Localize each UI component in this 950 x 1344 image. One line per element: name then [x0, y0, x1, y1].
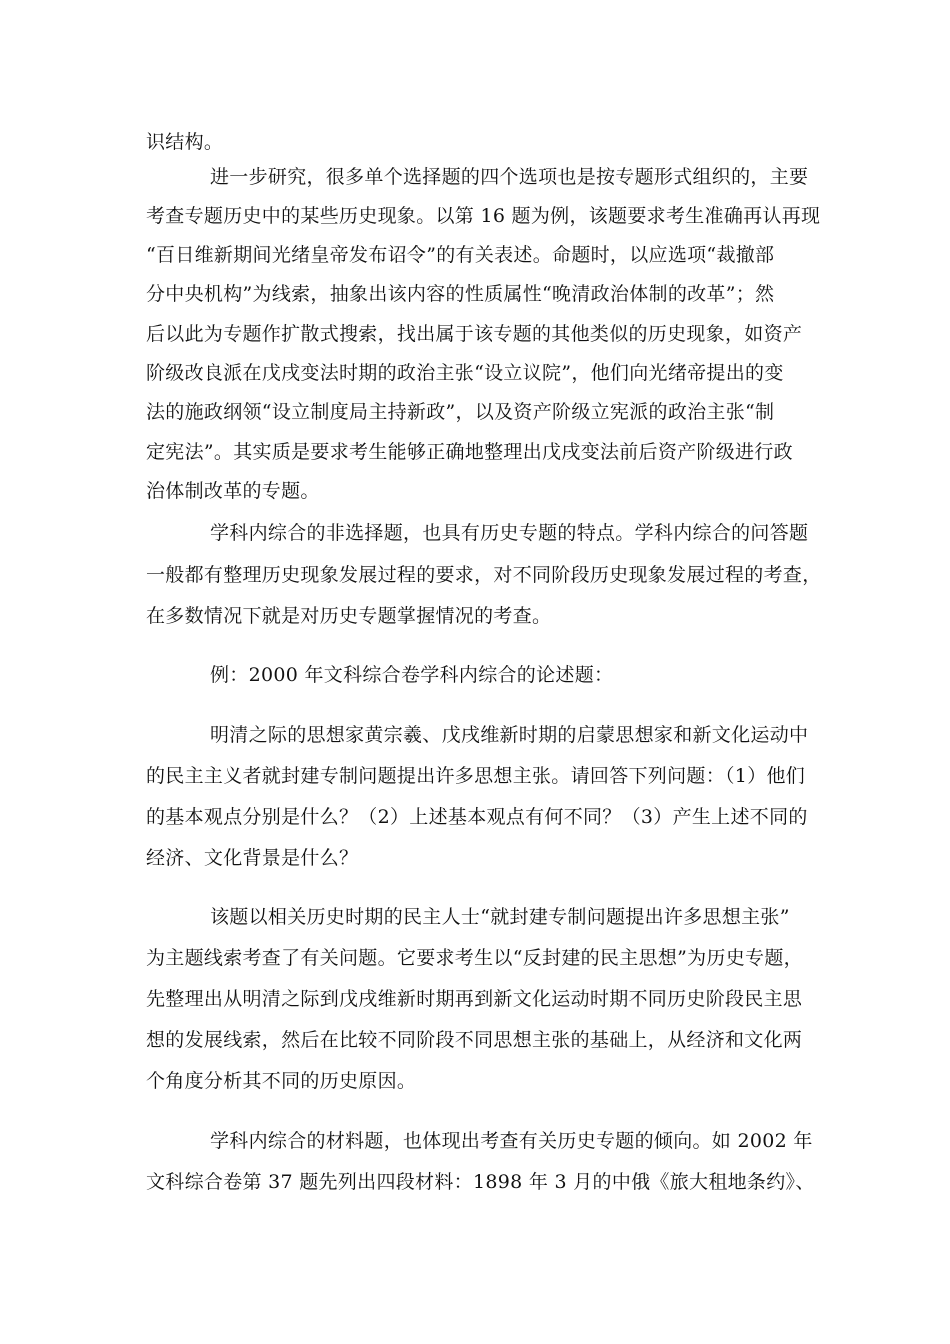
text-line: 在多数情况下就是对历史专题掌握情况的考查。 — [146, 605, 552, 627]
paragraph-first-line: 进一步研究，很多单个选择题的四个选项也是按专题形式组织的，主要 — [210, 166, 809, 188]
text-line: 经济、文化背景是什么？ — [146, 847, 359, 869]
paragraph-first-line: 明清之际的思想家黄宗羲、戊戌维新时期的启蒙思想家和新文化运动中 — [210, 724, 809, 746]
text-line: 治体制改革的专题。 — [146, 480, 320, 502]
text-line: 识结构。 — [146, 131, 224, 153]
text-line: 的基本观点分别是什么？（2）上述基本观点有何不同？（3）产生上述不同的 — [146, 806, 808, 828]
text-line: 先整理出从明清之际到戊戌维新时期再到新文化运动时期不同历史阶段民主思 — [146, 988, 803, 1010]
text-line: 想的发展线索，然后在比较不同阶段不同思想主张的基础上，从经济和文化两 — [146, 1029, 803, 1051]
text-line: 阶级改良派在戊戌变法时期的政治主张“设立议院”，他们向光绪帝提出的变 — [146, 362, 784, 384]
paragraph-first-line: 该题以相关历史时期的民主人士“就封建专制问题提出许多思想主张” — [210, 906, 790, 928]
text-line: 定宪法”。其实质是要求考生能够正确地整理出戊戌变法前后资产阶级进行政 — [146, 441, 793, 463]
text-line: 为主题线索考查了有关问题。它要求考生以“反封建的民主思想”为历史专题， — [146, 947, 803, 969]
text-line: 文科综合卷第 37 题先列出四段材料：1898 年 3 月的中俄《旅大租地条约》、 — [146, 1171, 815, 1193]
text-line: 个角度分析其不同的历史原因。 — [146, 1070, 417, 1092]
paragraph-first-line: 学科内综合的非选择题，也具有历史专题的特点。学科内综合的问答题 — [210, 522, 809, 544]
example-heading: 例：2000 年文科综合卷学科内综合的论述题： — [210, 664, 614, 686]
paragraph-first-line: 学科内综合的材料题，也体现出考查有关历史专题的倾向。如 2002 年 — [210, 1130, 813, 1152]
text-line: 考查专题历史中的某些历史现象。以第 16 题为例，该题要求考生准确再认再现 — [146, 205, 821, 227]
text-line: 的民主主义者就封建专制问题提出许多思想主张。请回答下列问题：（1）他们 — [146, 765, 806, 787]
text-line: 分中央机构”为线索，抽象出该内容的性质属性“晚清政治体制的改革”；然 — [146, 283, 775, 305]
text-line: “百日维新期间光绪皇帝发布诏令”的有关表述。命题时，以应选项“裁撤部 — [146, 244, 775, 266]
text-line: 后以此为专题作扩散式搜索，找出属于该专题的其他类似的历史现象，如资产 — [146, 323, 803, 345]
text-line: 法的施政纲领“设立制度局主持新政”，以及资产阶级立宪派的政治主张“制 — [146, 401, 775, 423]
text-line: 一般都有整理历史现象发展过程的要求，对不同阶段历史现象发展过程的考查， — [146, 564, 822, 586]
